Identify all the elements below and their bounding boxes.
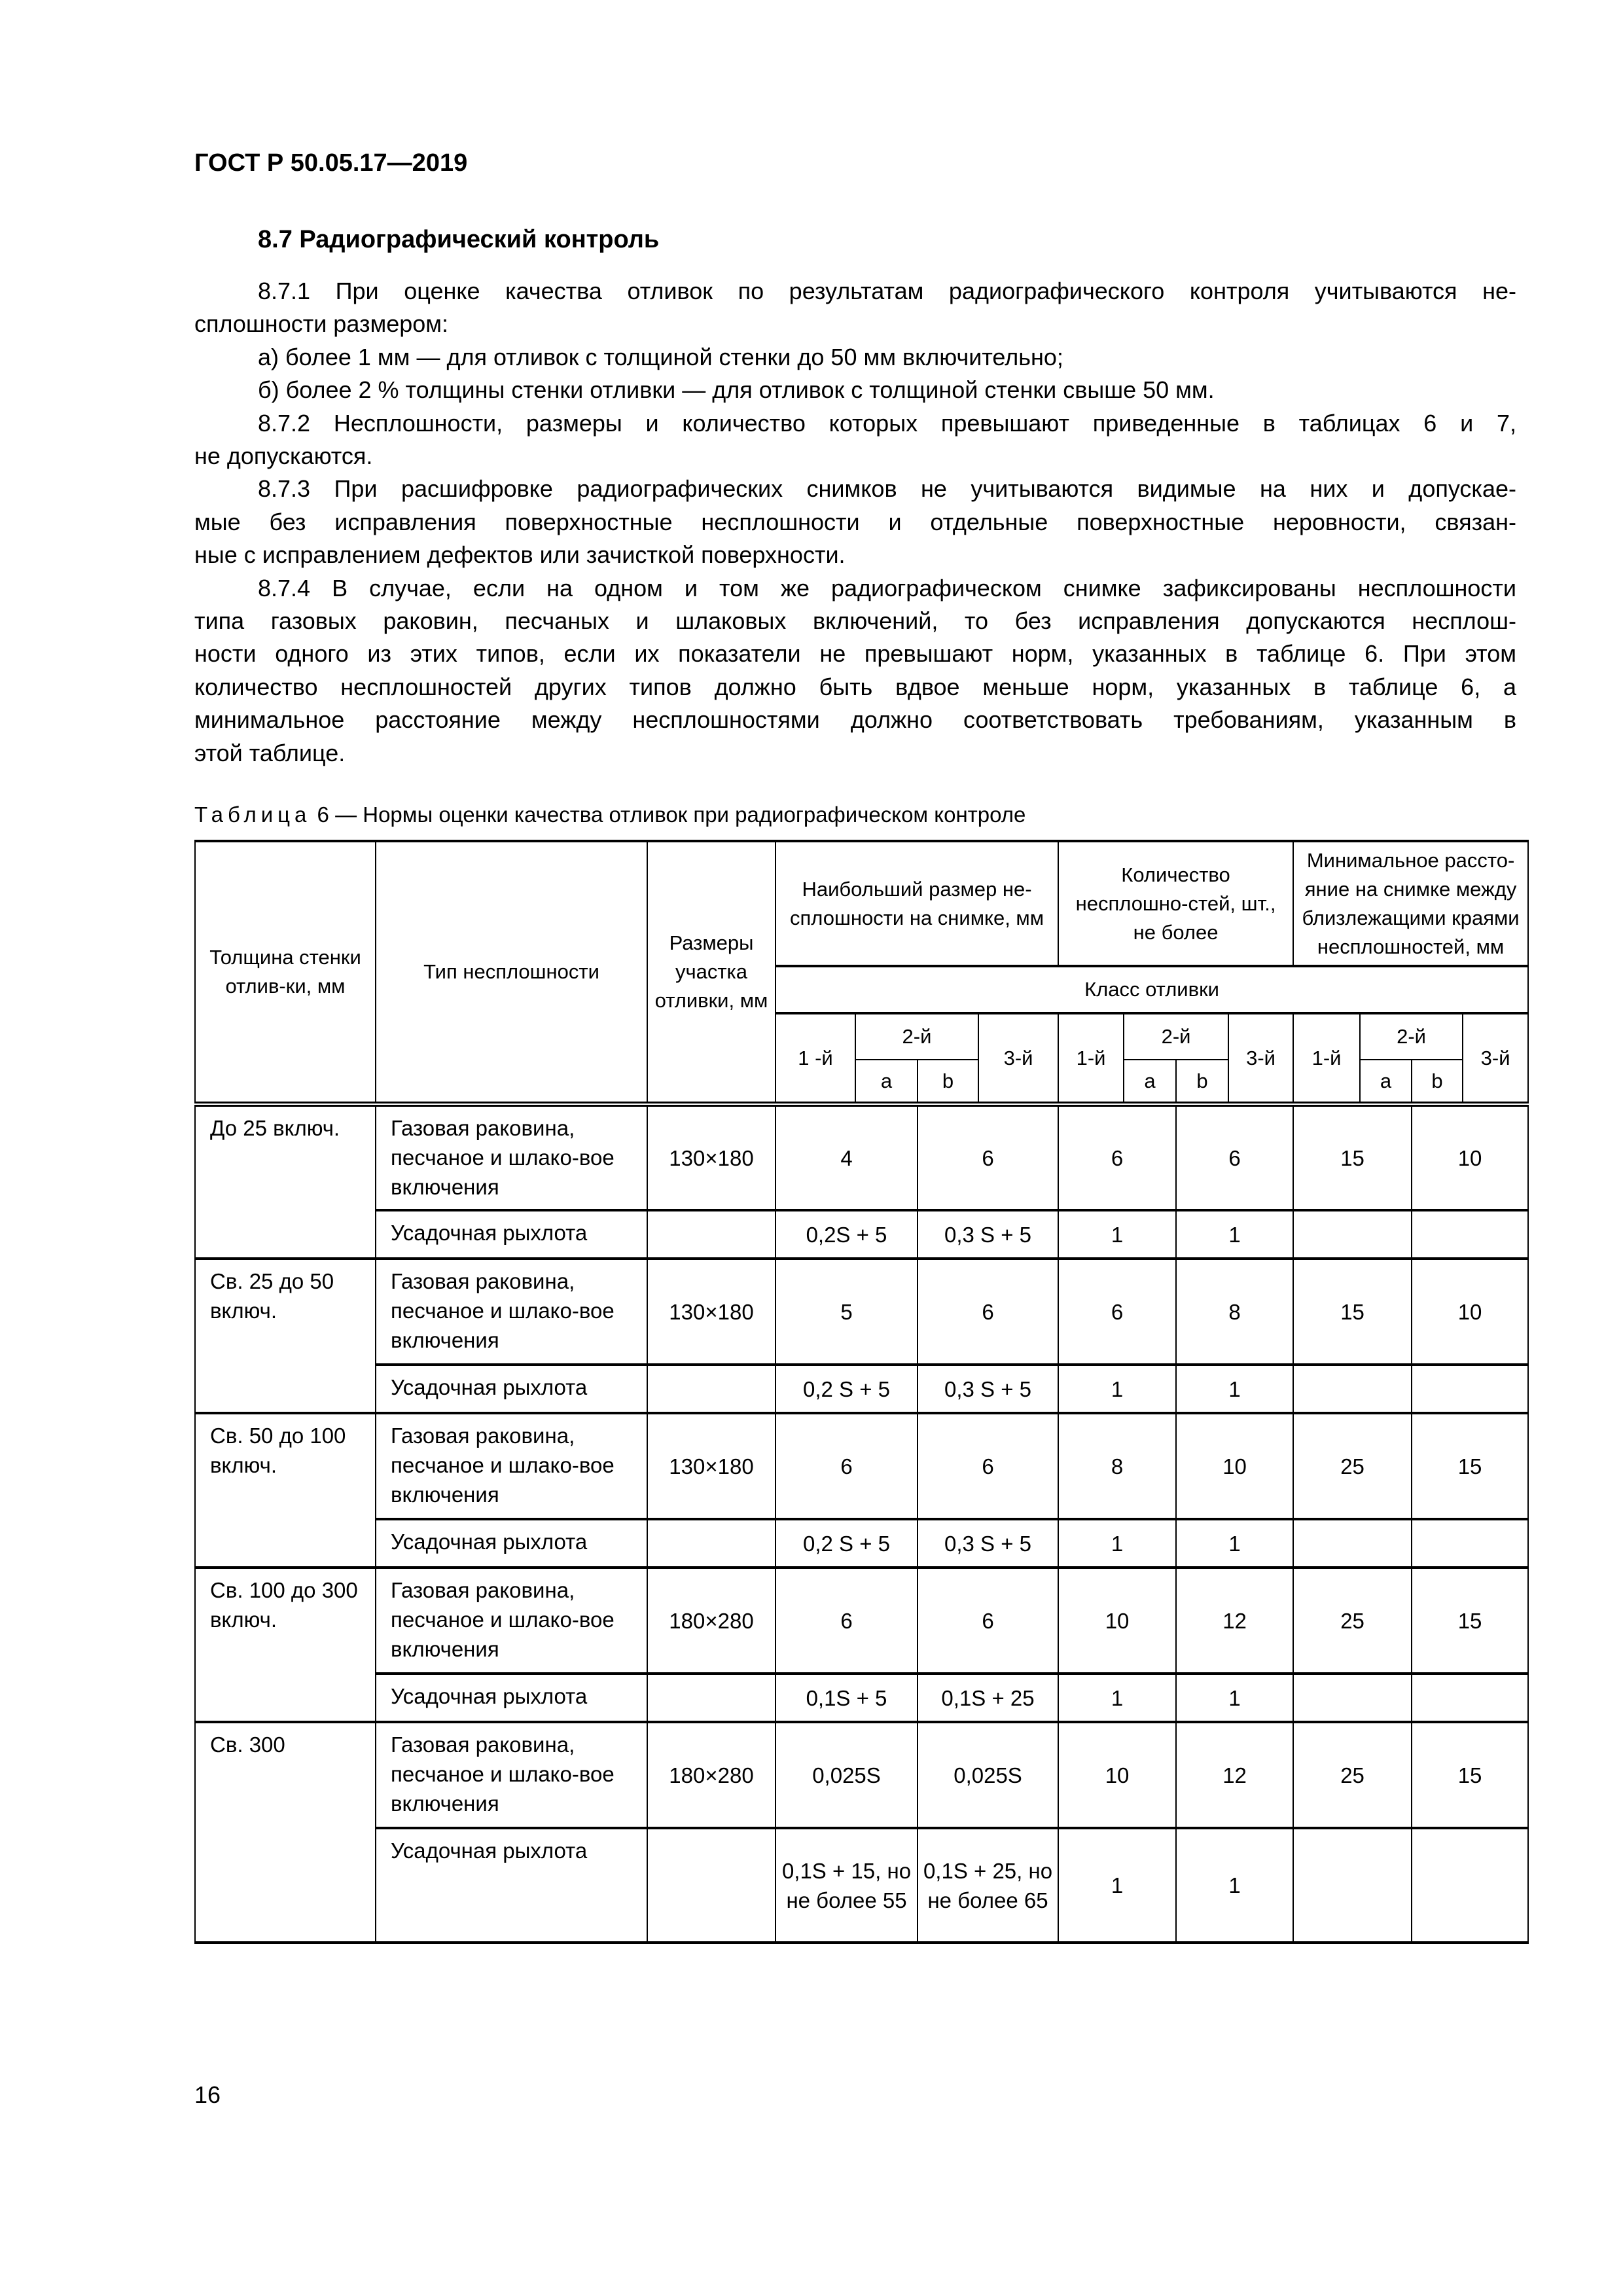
cell-size-class1: 0,2S + 5 <box>776 1210 918 1259</box>
cell-size-class1: 0,1S + 15, но не более 55 <box>776 1828 918 1943</box>
header-class-2: 2-й <box>1124 1013 1228 1060</box>
cell-dist-class2-3 <box>1412 1210 1528 1259</box>
text-line: сплошности размером: <box>194 310 449 338</box>
cell-thickness: Св. 100 до 300 включ. <box>195 1568 376 1722</box>
page-number: 16 <box>194 2081 221 2108</box>
text-line: этой таблице. <box>194 739 346 766</box>
cell-count-class2-3: 1 <box>1176 1519 1293 1568</box>
cell-area: 130×180 <box>647 1259 776 1365</box>
text-line: 8.7.3 При расшифровке радиографических снимков не учитываются видимые на них и допускае- <box>258 475 1516 503</box>
table-row <box>195 1722 1528 1828</box>
header-class-2a: a <box>855 1060 918 1104</box>
header-class-3: 3-й <box>1463 1013 1528 1104</box>
body-text <box>194 275 1516 770</box>
cell-count-class1: 10 <box>1058 1722 1176 1828</box>
table-row <box>195 1413 1528 1519</box>
cell-dist-class1: 15 <box>1293 1259 1412 1365</box>
text-line: количество несплошностей других типов должно быть вдвое меньше норм, указанных в таблице 6, а <box>194 673 1516 700</box>
cell-thickness: Св. 50 до 100 включ. <box>195 1413 376 1568</box>
cell-count-class2-3: 1 <box>1176 1365 1293 1413</box>
cell-size-class1: 0,2 S + 5 <box>776 1519 918 1568</box>
text-line: ные с исправлением дефектов или зачисткой поверхности. <box>194 541 846 569</box>
cell-count-class2-3: 10 <box>1176 1413 1293 1519</box>
cell-count-class1: 1 <box>1058 1210 1176 1259</box>
cell-dist-class2-3 <box>1412 1674 1528 1722</box>
header-casting-class: Класс отливки <box>776 966 1528 1013</box>
text-line: мые без исправления поверхностные несплошности и отдельные поверхностные неровности, связан- <box>194 508 1516 535</box>
cell-area: 130×180 <box>647 1104 776 1210</box>
header-class-1: 1 -й <box>776 1013 855 1104</box>
cell-size-class2-3: 6 <box>918 1413 1058 1519</box>
header-class-2: 2-й <box>1360 1013 1463 1060</box>
table-row <box>195 1674 1528 1722</box>
cell-count-class2-3: 8 <box>1176 1259 1293 1365</box>
cell-thickness: Св. 300 <box>195 1722 376 1943</box>
cell-dist-class2-3 <box>1412 1365 1528 1413</box>
cell-dist-class1: 25 <box>1293 1413 1412 1519</box>
cell-defect-type: Усадочная рыхлота <box>376 1365 647 1413</box>
cell-thickness: Св. 25 до 50 включ. <box>195 1259 376 1413</box>
header-class-1: 1-й <box>1293 1013 1360 1104</box>
cell-count-class1: 1 <box>1058 1365 1176 1413</box>
caption-text: 6 — Нормы оценки качества отливок при радиографическом контроле <box>311 802 1026 827</box>
text-line: 8.7.2 Несплошности, размеры и количество которых превышают приведенные в таблицах 6 и 7, <box>258 409 1516 437</box>
cell-dist-class2-3: 15 <box>1412 1413 1528 1519</box>
cell-dist-class1: 15 <box>1293 1104 1412 1210</box>
header-class-2a: a <box>1360 1060 1412 1104</box>
document-id: ГОСТ Р 50.05.17—2019 <box>194 149 468 177</box>
cell-size-class1: 0,1S + 5 <box>776 1674 918 1722</box>
text-line: 8.7.1 При оценке качества отливок по результатам радиографического контроля учитываются не- <box>258 278 1516 304</box>
cell-dist-class2-3: 10 <box>1412 1104 1528 1210</box>
cell-size-class2-3: 6 <box>918 1104 1058 1210</box>
cell-defect-type: Усадочная рыхлота <box>376 1674 647 1722</box>
cell-dist-class1 <box>1293 1674 1412 1722</box>
header-class-2b: b <box>1412 1060 1463 1104</box>
cell-count-class1: 8 <box>1058 1413 1176 1519</box>
header-thickness: Толщина стенки отлив-ки, мм <box>195 841 376 1104</box>
header-count: Количество несплошно-стей, шт., не более <box>1058 841 1293 966</box>
cell-count-class1: 6 <box>1058 1104 1176 1210</box>
cell-dist-class1: 25 <box>1293 1568 1412 1674</box>
cell-area: 130×180 <box>647 1413 776 1519</box>
cell-count-class2-3: 12 <box>1176 1722 1293 1828</box>
cell-size-class2-3: 0,3 S + 5 <box>918 1210 1058 1259</box>
header-class-2a: a <box>1124 1060 1176 1104</box>
cell-defect-type: Усадочная рыхлота <box>376 1828 647 1943</box>
cell-size-class1: 0,025S <box>776 1722 918 1828</box>
table-row <box>195 1568 1528 1674</box>
cell-dist-class2-3 <box>1412 1828 1528 1943</box>
text-line: не допускаются. <box>194 442 373 470</box>
cell-thickness: До 25 включ. <box>195 1104 376 1259</box>
cell-size-class1: 6 <box>776 1568 918 1674</box>
table-row <box>195 1210 1528 1259</box>
header-class-1: 1-й <box>1058 1013 1124 1104</box>
cell-dist-class1 <box>1293 1365 1412 1413</box>
cell-dist-class1 <box>1293 1828 1412 1943</box>
table-row <box>195 1519 1528 1568</box>
header-class-2b: b <box>918 1060 978 1104</box>
cell-size-class2-3: 0,3 S + 5 <box>918 1365 1058 1413</box>
cell-count-class1: 10 <box>1058 1568 1176 1674</box>
cell-defect-type: Газовая раковина, песчаное и шлако-вое включения <box>376 1722 647 1828</box>
cell-area <box>647 1828 776 1943</box>
cell-area <box>647 1365 776 1413</box>
text-line: б) более 2 % толщины стенки отливки — для отливок с толщиной стенки свыше 50 мм. <box>258 376 1215 404</box>
cell-count-class2-3: 1 <box>1176 1828 1293 1943</box>
cell-area <box>647 1674 776 1722</box>
cell-dist-class1 <box>1293 1210 1412 1259</box>
cell-defect-type: Газовая раковина, песчаное и шлако-вое включения <box>376 1568 647 1674</box>
table-row <box>195 1828 1528 1943</box>
header-max-size: Наибольший размер не-сплошности на снимке, мм <box>776 841 1058 966</box>
text-line: типа газовых раковин, песчаных и шлаковых включений, то без исправления допускаются несплош- <box>194 607 1516 635</box>
cell-area <box>647 1519 776 1568</box>
header-class-3: 3-й <box>978 1013 1058 1104</box>
table-row <box>195 1104 1528 1210</box>
cell-defect-type: Газовая раковина, песчаное и шлако-вое включения <box>376 1413 647 1519</box>
header-type: Тип несплошности <box>376 841 647 1104</box>
cell-size-class1: 4 <box>776 1104 918 1210</box>
cell-count-class2-3: 6 <box>1176 1104 1293 1210</box>
cell-dist-class2-3: 15 <box>1412 1722 1528 1828</box>
cell-size-class2-3: 0,3 S + 5 <box>918 1519 1058 1568</box>
cell-area <box>647 1210 776 1259</box>
cell-count-class1: 1 <box>1058 1674 1176 1722</box>
header-min-distance: Минимальное рассто-яние на снимке между близлежащими краями несплошностей, мм <box>1293 841 1528 966</box>
cell-size-class2-3: 0,025S <box>918 1722 1058 1828</box>
cell-size-class1: 0,2 S + 5 <box>776 1365 918 1413</box>
cell-dist-class1: 25 <box>1293 1722 1412 1828</box>
cell-dist-class2-3 <box>1412 1519 1528 1568</box>
cell-count-class2-3: 12 <box>1176 1568 1293 1674</box>
quality-norms-table <box>194 840 1529 1944</box>
cell-size-class2-3: 6 <box>918 1568 1058 1674</box>
text-line: 8.7.4 В случае, если на одном и том же радиографическом снимке зафиксированы несплошности <box>258 574 1516 601</box>
cell-count-class1: 6 <box>1058 1259 1176 1365</box>
header-class-2: 2-й <box>855 1013 978 1060</box>
cell-defect-type: Усадочная рыхлота <box>376 1210 647 1259</box>
table-row <box>195 1259 1528 1365</box>
table-caption <box>194 802 1026 827</box>
cell-count-class1: 1 <box>1058 1828 1176 1943</box>
section-title: 8.7 Радиографический контроль <box>258 226 660 253</box>
header-class-3: 3-й <box>1228 1013 1293 1104</box>
cell-size-class2-3: 6 <box>918 1259 1058 1365</box>
header-area: Размеры участка отливки, мм <box>647 841 776 1104</box>
text-line: ности одного из этих типов, если их показатели не превышают норм, указанных в таблице 6. При этом <box>194 640 1516 668</box>
table-row <box>195 1365 1528 1413</box>
cell-size-class2-3: 0,1S + 25, но не более 65 <box>918 1828 1058 1943</box>
text-line: минимальное расстояние между несплошностями должно соответствовать требованиям, указанным в <box>194 706 1516 734</box>
cell-defect-type: Газовая раковина, песчаное и шлако-вое включения <box>376 1104 647 1210</box>
cell-defect-type: Усадочная рыхлота <box>376 1519 647 1568</box>
cell-dist-class1 <box>1293 1519 1412 1568</box>
header-class-2b: b <box>1176 1060 1228 1104</box>
text-line: а) более 1 мм — для отливок с толщиной стенки до 50 мм включительно; <box>258 343 1063 370</box>
cell-size-class2-3: 0,1S + 25 <box>918 1674 1058 1722</box>
cell-defect-type: Газовая раковина, песчаное и шлако-вое включения <box>376 1259 647 1365</box>
cell-count-class1: 1 <box>1058 1519 1176 1568</box>
cell-dist-class2-3: 15 <box>1412 1568 1528 1674</box>
cell-area: 180×280 <box>647 1568 776 1674</box>
cell-dist-class2-3: 10 <box>1412 1259 1528 1365</box>
cell-size-class1: 5 <box>776 1259 918 1365</box>
cell-count-class2-3: 1 <box>1176 1674 1293 1722</box>
cell-count-class2-3: 1 <box>1176 1210 1293 1259</box>
caption-prefix: Таблица <box>194 802 312 827</box>
cell-area: 180×280 <box>647 1722 776 1828</box>
cell-size-class1: 6 <box>776 1413 918 1519</box>
